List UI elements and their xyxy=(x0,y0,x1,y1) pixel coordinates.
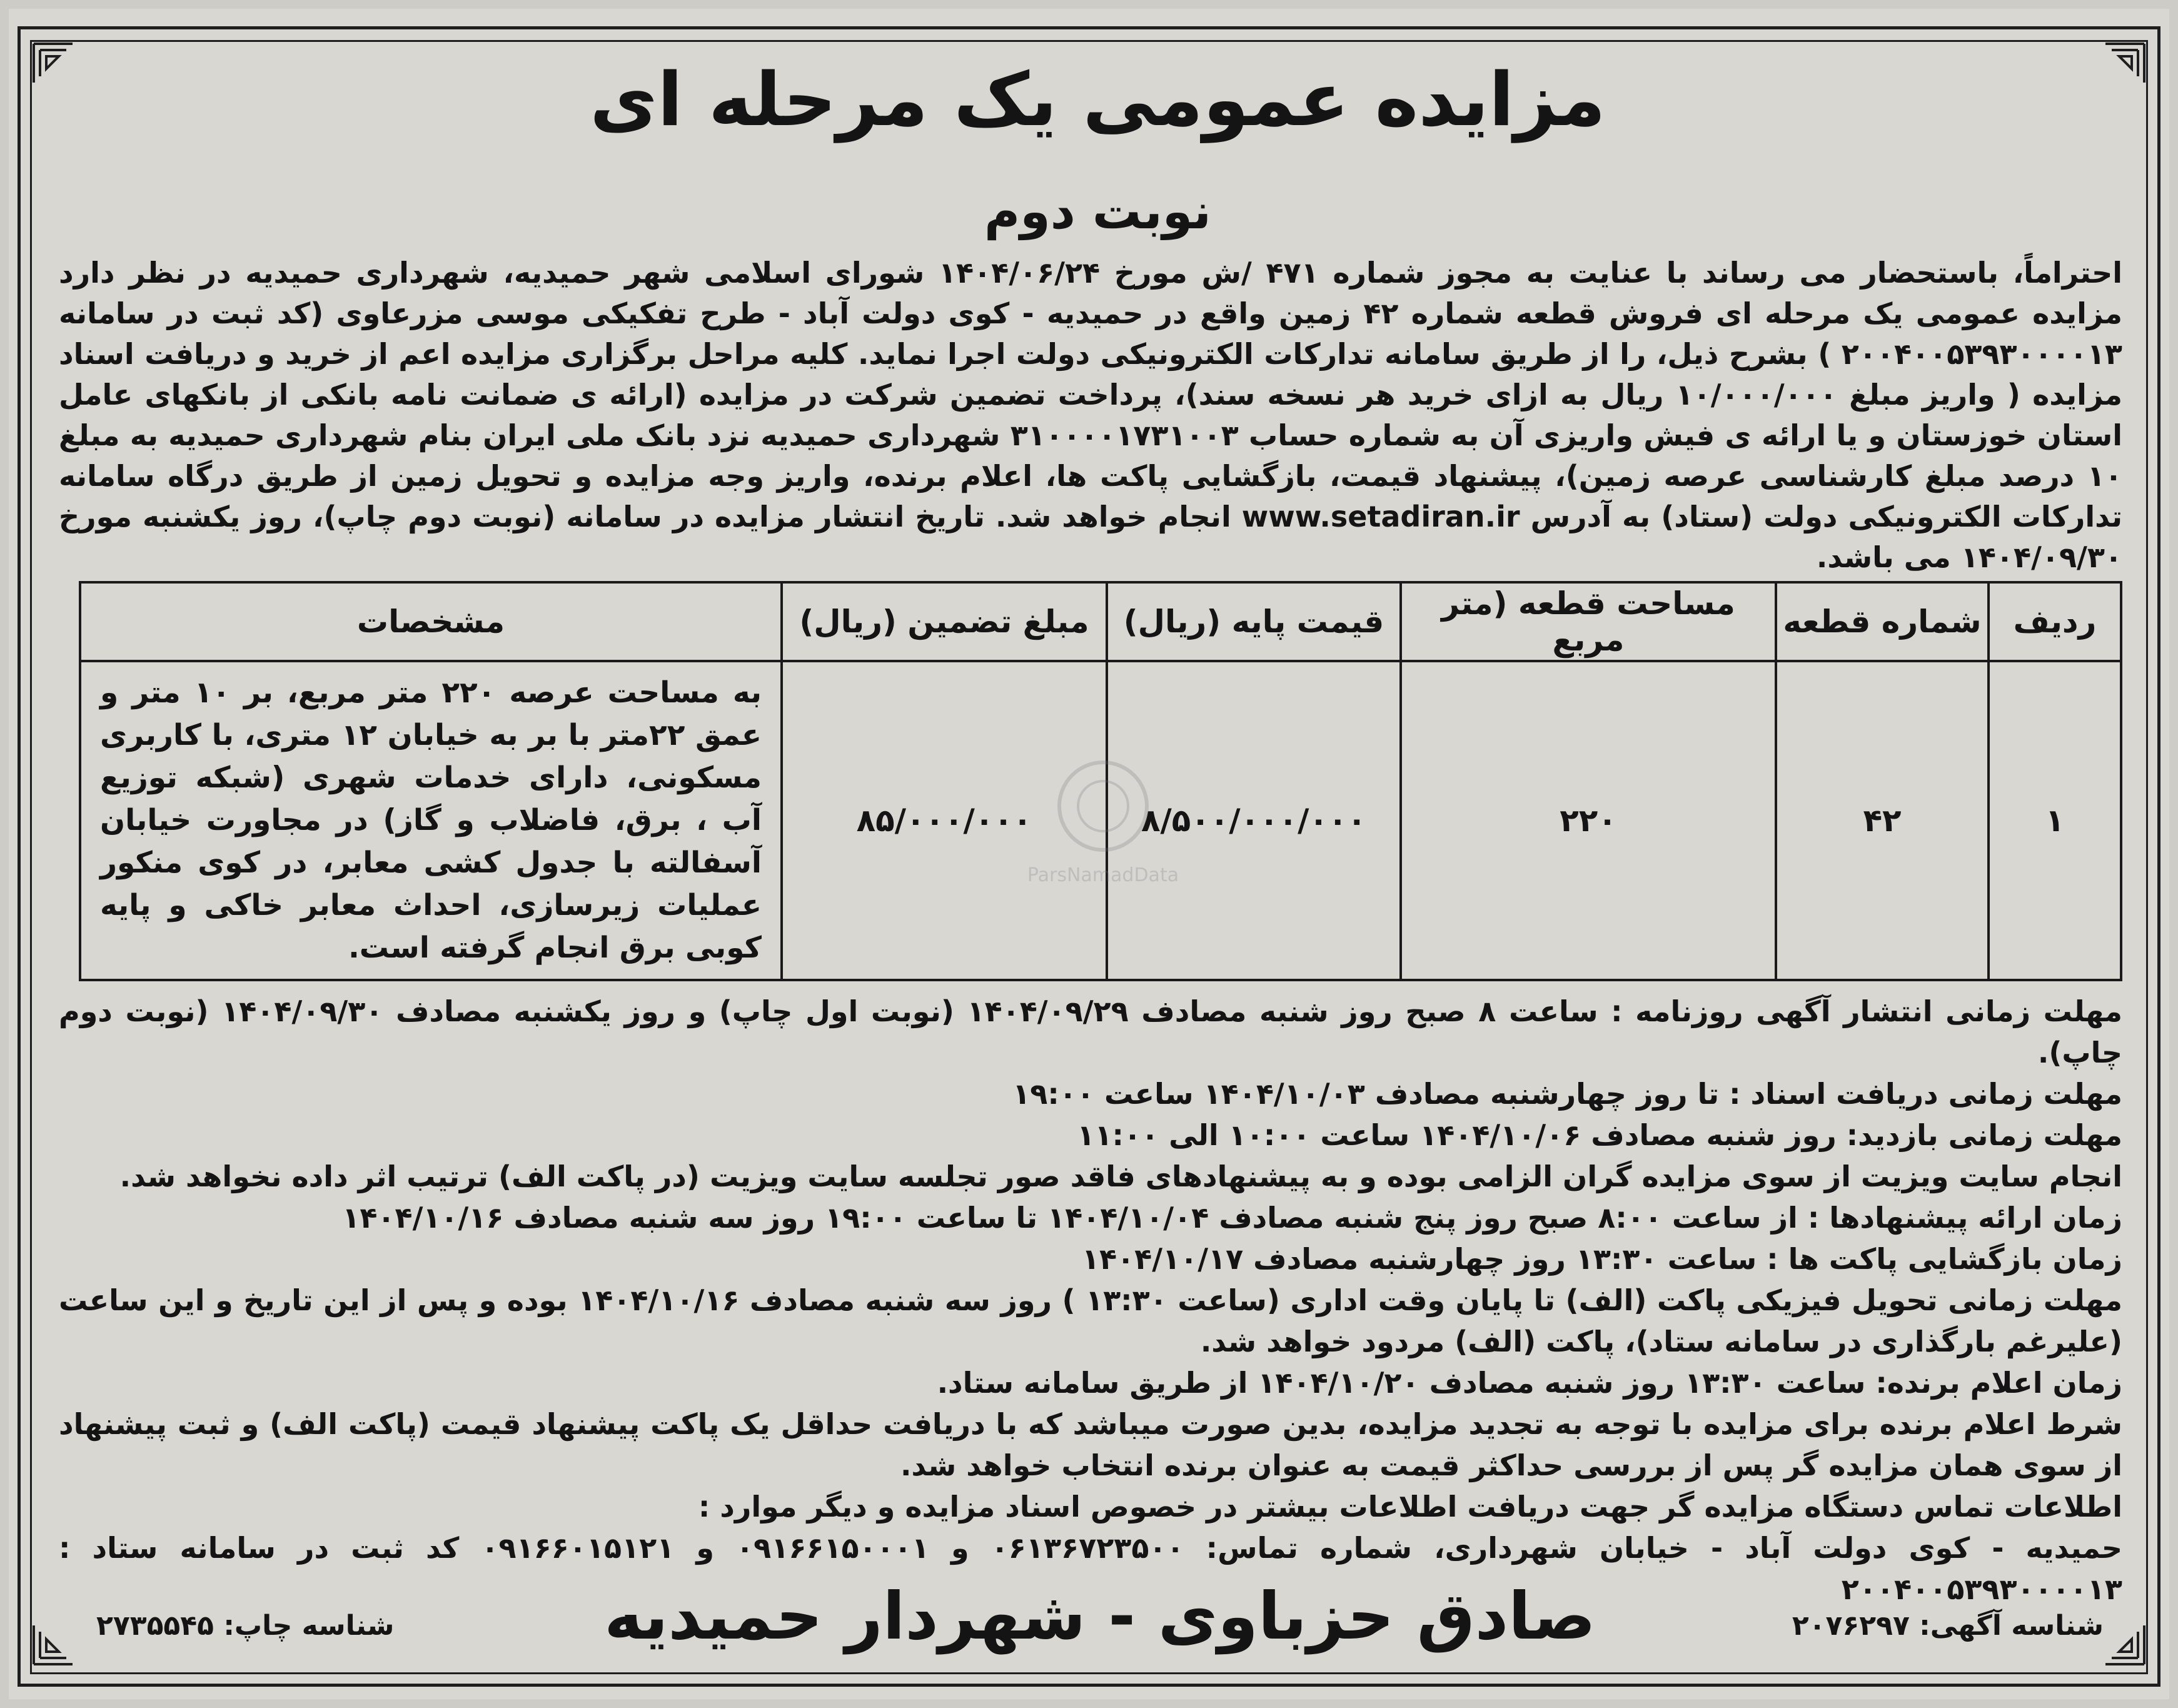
winner-announcement: زمان اعلام برنده: ساعت ۱۳:۳۰ روز شنبه مصادف ۱۴۰۴/۱۰/۲۰ از طریق سامانه ستاد. xyxy=(937,1366,2122,1400)
header-plot-no: شماره قطعه xyxy=(1776,582,1989,661)
site-visit-note: انجام سایت ویزیت از سوی مزایده گران الزامی بوده و به پیشنهادهای فاقد صور تجلسه سایت ویزیت (در پاکت الف) ترتیب اثر داده نخواهد شد. xyxy=(119,1160,2122,1193)
corner-ornament-icon xyxy=(31,41,75,85)
header-row-no: ردیف xyxy=(1989,582,2121,661)
header-area: مساحت قطعه (متر مربع xyxy=(1401,582,1776,661)
ad-subtitle: نوبت دوم xyxy=(984,184,1211,240)
physical-delivery: مهلت زمانی تحویل فیزیکی پاکت (الف) تا پایان وقت اداری (ساعت ۱۳:۳۰ ) روز سه شنبه مصادف ۱۴۰۴/۱۰/۱۶ بوده و پس از این تاریخ و این ساعت (علیرغم بارگذاری در سامانه ستاد)، پاکت (الف) مردود خواهد شد. xyxy=(59,1283,2123,1358)
opening-time: زمان بازگشایی پاکت ها : ساعت ۱۳:۳۰ روز چهارشنبه مصادف ۱۴۰۴/۱۰/۱۷ xyxy=(1081,1242,2122,1276)
documents-deadline: مهلت زمانی دریافت اسناد : تا روز چهارشنبه مصادف ۱۴۰۴/۱۰/۰۳ ساعت ۱۹:۰۰ xyxy=(1012,1077,2122,1111)
header-guarantee: مبلغ تضمین (ریال) xyxy=(782,582,1107,661)
offers-time: زمان ارائه پیشنهادها : از ساعت ۸:۰۰ صبح روز پنج شنبه مصادف ۱۴۰۴/۱۰/۰۴ تا ساعت ۱۹:۰۰ روز سه شنبه مصادف ۱۴۰۴/۱۰/۱۶ xyxy=(342,1201,2122,1235)
ad-footer xyxy=(84,1575,2116,1657)
contact-title: اطلاعات تماس دستگاه مزایده گر جهت دریافت اطلاعات بیشتر در خصوص اسناد مزایده و دیگر موارد : xyxy=(698,1490,2122,1524)
auction-table xyxy=(79,581,2122,981)
visit-deadline: مهلت زمانی بازدید: روز شنبه مصادف ۱۴۰۴/۱۰/۰۶ ساعت ۱۰:۰۰ الی ۱۱:۰۰ xyxy=(1077,1118,2122,1152)
newspaper-ad xyxy=(9,9,2169,1699)
ad-id: شناسه آگهی: ۲۰۷۶۲۹۷ xyxy=(1792,1610,2104,1642)
details-section xyxy=(59,991,2122,1610)
print-id: شناسه چاپ: ۲۷۳۵۵۴۵ xyxy=(96,1610,395,1642)
cell-area: ۲۲۰ xyxy=(1401,661,1776,980)
intro-paragraph: احتراماً، باستحضار می رساند با عنایت به مجوز شماره ۴۷۱ /ش مورخ ۱۴۰۴/۰۶/۲۴ شورای اسلامی شهر حمیدیه، شهرداری حمیدیه در نظر دارد مزایده عمومی یک مرحله ای فروش قطعه شماره ۴۲ زمین واقع در حمیدیه - کوی دولت آباد - طرح تفکیکی موسی مزرعاوی (کد ثبت در سامانه ۲۰۰۴۰۰۵۳۹۳۰۰۰۰۱۳ ) بشرح ذیل، را از طریق سامانه تدارکات الکترونیکی دولت اجرا نماید. کلیه مراحل برگزاری مزایده اعم از خرید و دریافت اسناد مزایده ( واریز مبلغ ۱۰/۰۰۰/۰۰۰ ریال به ازای خرید هر نسخه سند)، پرداخت تضمین شرکت در مزایده (ارائه ی ضمانت نامه بانکی از بانکهای عامل استان خوزستان و یا ارائه ی فیش واریزی آن به شماره حساب ۳۱۰۰۰۰۱۷۳۱۰۰۳ شهرداری حمیدیه نزد بانک ملی ایران بنام شهرداری حمیدیه به مبلغ ۱۰ درصد مبلغ کارشناسی عرصه زمین)، پیشنهاد قیمت، بازگشایی پاکت ها، اعلام برنده، واریز وجه مزایده و تحویل زمین از طریق درگاه سامانه تدارکات الکترونیکی دولت (ستاد) به آدرس www.setadiran.ir انجام خواهد شد. تاریخ انتشار مزایده در سامانه (نوبت دوم چاپ)، روز یکشنبه مورخ ۱۴۰۴/۰۹/۳۰ می باشد. xyxy=(59,256,2123,574)
cell-base-price: ۸/۵۰۰/۰۰۰/۰۰۰ xyxy=(1107,661,1401,980)
signature: صادق حزباوی - شهردار حمیدیه xyxy=(604,1578,1596,1654)
cell-specs: به مساحت عرصه ۲۲۰ متر مربع، بر ۱۰ متر و عمق ۲۲متر با بر به خیابان ۱۲ متری، با کاربری مسکونی، دارای خدمات شهری (شبکه توزیع آب ، برق، فاضلاب و گاز) در مجاورت خیابان آسفالته با جدول کشی معابر، در کوی منکور عملیات زیرسازی، احداث معابر خاکی و پایه کوبی برق انجام گرفته است. xyxy=(80,661,782,980)
cell-row-no: ۱ xyxy=(1989,661,2121,980)
watermark-text: ParsNamadData xyxy=(1027,864,1179,886)
corner-ornament-icon xyxy=(2103,41,2147,85)
cell-plot-no: ۴۲ xyxy=(1776,661,1989,980)
winner-condition: شرط اعلام برنده برای مزایده با توجه به تجدید مزایده، بدین صورت میباشد که با دریافت حداقل یک پاکت پیشنهاد قیمت (پاکت الف) و ثبت پیشنهاد از سوی همان مزایده گر پس از بررسی حداکثر قیمت به عنوان برنده انتخاب خواهد شد. xyxy=(59,1407,2122,1482)
auction-table-wrapper xyxy=(79,581,2120,981)
table-header-row xyxy=(80,582,2121,661)
ad-title: مزایده عمومی یک مرحله ای xyxy=(590,56,1606,143)
header-base-price: قیمت پایه (ریال) xyxy=(1107,582,1401,661)
cell-guarantee: ۸۵/۰۰۰/۰۰۰ xyxy=(782,661,1107,980)
publish-deadline: مهلت زمانی انتشار آگهی روزنامه : ساعت ۸ صبح روز شنبه مصادف ۱۴۰۴/۰۹/۲۹ (نوبت اول چاپ) و روز یکشنبه مصادف ۱۴۰۴/۰۹/۳۰ (نوبت دوم چاپ). xyxy=(59,994,2123,1069)
contact-info: حمیدیه - کوی دولت آباد - خیابان شهرداری، شماره تماس: ۰۶۱۳۶۷۲۳۵۰۰ و ۰۹۱۶۶۱۵۰۰۰۱ و ۰۹۱۶۶۰۱۵۱۲۱ کد ثبت در سامانه ستاد : ۲۰۰۴۰۰۵۳۹۳۰۰۰۰۱۳ xyxy=(59,1531,2123,1606)
corner-ornament-icon xyxy=(31,1623,75,1667)
header-specs: مشخصات xyxy=(80,582,782,661)
table-row xyxy=(80,661,2121,980)
